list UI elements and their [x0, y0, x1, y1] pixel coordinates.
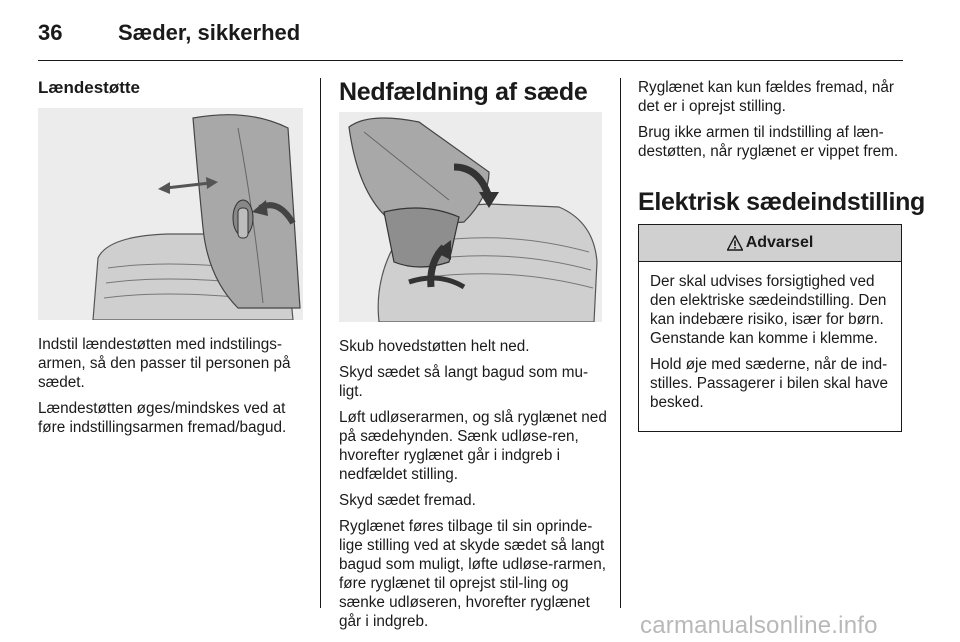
fold-text — [339, 337, 611, 638]
lumbar-text — [38, 335, 308, 444]
warning-body — [639, 262, 901, 423]
page-number: 36 — [38, 20, 63, 45]
section-heading-electric: Elektrisk sædeindstilling — [638, 188, 926, 216]
paragraph: Ryglænet kan kun fældes fremad, når det er i oprejst stilling. — [638, 79, 894, 115]
header-divider — [38, 60, 903, 61]
warning-paragraph: Hold øje med sæderne, når de ind-stilles. Passagerer i bilen skal have besked. — [650, 356, 889, 411]
paragraph: Skyd sædet så langt bagud som mu-ligt. — [339, 364, 589, 400]
seat-fold-down-illustration — [339, 112, 602, 322]
column-divider-1 — [320, 78, 321, 608]
column-lumbar — [38, 78, 308, 98]
watermark: carmanualsonline.info — [640, 612, 878, 639]
warning-title: Advarsel — [745, 234, 814, 251]
paragraph: Indstil lændestøtten med indstilings-armen, så den passer til personen på sædet. — [38, 336, 291, 391]
column-fold — [339, 78, 609, 107]
paragraph: Brug ikke armen til indstilling af læn-destøtten, når ryglænet er vippet frem. — [638, 124, 899, 160]
column-electric — [638, 78, 904, 168]
section-heading-lumbar: Lændestøtte — [38, 78, 140, 97]
paragraph: Skub hovedstøtten helt ned. — [339, 338, 530, 355]
electric-heading-wrap — [638, 188, 926, 217]
column-divider-2 — [620, 78, 621, 608]
warning-header — [639, 225, 901, 262]
paragraph: Lændestøtten øges/mindskes ved at føre indstillingsarmen fremad/bagud. — [38, 400, 287, 436]
warning-triangle-icon — [727, 235, 743, 251]
section-heading-fold: Nedfældning af sæde — [339, 78, 588, 106]
paragraph: Skyd sædet fremad. — [339, 492, 476, 509]
seat-lumbar-support-illustration — [38, 108, 303, 320]
warning-paragraph: Der skal udvises forsigtighed ved den elektriske sædeindstilling. Den kan indebære risiko, især for børn. Genstande kan komme i klemme. — [650, 273, 887, 347]
chapter-title: Sæder, sikkerhed — [118, 20, 301, 45]
warning-box — [638, 224, 902, 432]
paragraph: Løft udløserarmen, og slå ryglænet ned på sædehynden. Sænk udløse-ren, hvorefter ryglænet går i indgreb i nedfældet stilling. — [339, 409, 607, 483]
paragraph: Ryglænet føres tilbage til sin oprinde-lige stilling ved at skyde sædet så langt bagud som muligt, løfte udløse-rarmen, føre ryglænet til oprejst stil-ling og sænke udløseren, hvorefter ryglænet går i indgreb. — [339, 518, 606, 630]
